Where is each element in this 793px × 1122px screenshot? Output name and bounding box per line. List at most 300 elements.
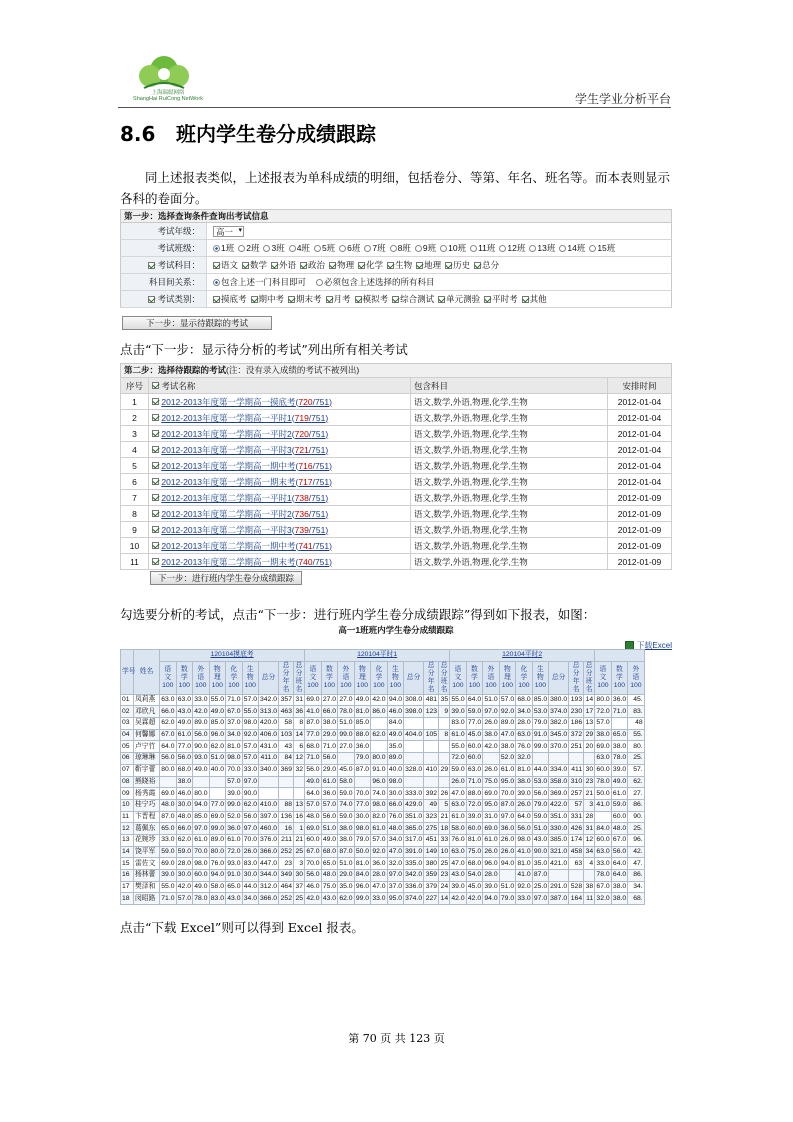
score-cell: 14	[294, 729, 305, 741]
exam-link[interactable]: 2012-2013年度第一学期高一平时2(720/751)	[161, 428, 329, 439]
score-cell: 56.0	[193, 729, 210, 741]
student-name: 杨林蕾	[134, 870, 160, 882]
score-cell: 29.0	[321, 764, 338, 776]
student-name: 靳宇蕾	[134, 764, 160, 776]
subject-option-checkbox[interactable]	[416, 262, 423, 269]
score-cell: 308.0	[404, 694, 424, 706]
score-cell: 66.0	[160, 706, 177, 718]
class-option-radio[interactable]	[529, 245, 536, 252]
student-row	[121, 834, 645, 846]
score-cell: 42.0	[450, 893, 467, 905]
student-name: 琼琳琳	[134, 753, 160, 765]
subject-column-header: 总分	[549, 661, 569, 694]
exam-link[interactable]: 2012-2013年度第二学期高一平时3(739/751)	[161, 524, 329, 535]
score-cell: 380.0	[549, 694, 569, 706]
score-cell: 49.0	[611, 776, 628, 788]
step1-header: 第一步：选择查询条件查询出考试信息	[120, 209, 672, 223]
score-cell: 54.0	[466, 870, 483, 882]
score-cell: 56.0	[611, 846, 628, 858]
score-cell: 65.0	[321, 858, 338, 870]
subject-column-header: 总分班名	[584, 661, 595, 694]
relation-all-radio[interactable]	[316, 279, 323, 286]
score-cell: 421.0	[549, 858, 569, 870]
score-cell	[424, 718, 439, 730]
exam-subjects: 语文,数学,外语,物理,化学,生物	[411, 538, 608, 554]
score-cell: 193	[569, 694, 584, 706]
exam-checkbox[interactable]	[152, 478, 159, 485]
student-row	[121, 811, 645, 823]
class-option-radio[interactable]	[440, 245, 447, 252]
score-cell: 41.0	[516, 846, 533, 858]
exam-subjects: 语文,数学,外语,物理,化学,生物	[411, 522, 608, 538]
score-cell: 56.0	[321, 753, 338, 765]
score-cell: 70.0	[305, 858, 322, 870]
student-name: 卞晋程	[134, 811, 160, 823]
exam-checkbox[interactable]	[152, 398, 159, 405]
score-cell: 70.0	[226, 764, 243, 776]
show-exams-button[interactable]: 下一步：显示待跟踪的考试	[122, 316, 272, 330]
score-cell: 72.0	[450, 753, 467, 765]
score-cell: 257	[569, 788, 584, 800]
score-cell: 38.0	[611, 881, 628, 893]
score-cell: 25	[294, 893, 305, 905]
exam-link[interactable]: 2012-2013年度第二学期高一期中考(741/751)	[161, 540, 332, 551]
exam-link[interactable]: 2012-2013年度第一学期高一平时1(719/751)	[161, 412, 329, 423]
score-cell: 56.0	[242, 811, 259, 823]
score-cell: 63.0	[160, 694, 177, 706]
header-divider	[118, 107, 671, 108]
exam-checkbox[interactable]	[152, 446, 159, 453]
score-cell: 38.0	[483, 729, 500, 741]
type-option-checkbox[interactable]	[326, 296, 333, 303]
score-cell: 55.0	[450, 741, 467, 753]
score-cell	[611, 718, 628, 730]
score-cell: 68.0	[176, 764, 193, 776]
score-cell: 35.0	[387, 741, 404, 753]
class-option-radio[interactable]	[364, 245, 371, 252]
score-cell: 8	[439, 729, 450, 741]
score-cell: 51.0	[483, 694, 500, 706]
score-cell: 94.0	[387, 694, 404, 706]
score-cell: 99.0	[354, 893, 371, 905]
score-cell: 96.0	[209, 729, 226, 741]
student-name: 雷佐文	[134, 858, 160, 870]
score-cell: 93.0	[193, 753, 210, 765]
exam-checkbox[interactable]	[152, 542, 159, 549]
exam-link[interactable]: 2012-2013年度第二学期高一平时1(738/751)	[161, 492, 329, 503]
score-cell: 420.0	[259, 718, 279, 730]
score-cell: 57.0	[321, 799, 338, 811]
type-all-checkbox[interactable]	[148, 296, 155, 303]
subject-option-checkbox[interactable]	[358, 262, 365, 269]
score-cell: 47.0	[371, 881, 388, 893]
subject-column-header: 外语100	[483, 661, 500, 694]
student-name: 饶平军	[134, 846, 160, 858]
score-cell: 27.	[628, 788, 645, 800]
score-cell: 68.0	[466, 858, 483, 870]
student-row	[121, 788, 645, 800]
score-cell: 35.0	[338, 881, 355, 893]
score-cell: 46.0	[305, 881, 322, 893]
student-id: 08	[121, 776, 134, 788]
score-cell: 49.0	[193, 881, 210, 893]
score-cell: 81.0	[354, 706, 371, 718]
type-option-checkbox[interactable]	[251, 296, 258, 303]
subject-column-header: 物理100	[499, 661, 516, 694]
class-option-label: 15班	[597, 243, 616, 253]
exam-checkbox[interactable]	[152, 494, 159, 501]
score-cell: 80.0	[209, 846, 226, 858]
score-cell: 36.0	[371, 858, 388, 870]
score-cell: 252	[279, 893, 294, 905]
score-cell: 41.0	[305, 706, 322, 718]
score-cell: 28.0	[371, 870, 388, 882]
score-cell: 460.0	[259, 823, 279, 835]
score-cell: 79.0	[499, 893, 516, 905]
exam-no: 4	[121, 442, 149, 458]
score-cell: 61.0	[176, 729, 193, 741]
score-cell	[294, 776, 305, 788]
exam-checkbox[interactable]	[152, 558, 159, 565]
score-cell: 17	[584, 706, 595, 718]
score-cell	[569, 870, 584, 882]
student-row	[121, 858, 645, 870]
score-cell: 63.0	[450, 799, 467, 811]
class-option-radio[interactable]	[314, 245, 321, 252]
score-cell: 12	[294, 753, 305, 765]
exam-link[interactable]: 2012-2013年度第一学期高一平时3(721/751)	[161, 444, 329, 455]
score-cell: 65.0	[226, 881, 243, 893]
score-cell: 92.0	[499, 706, 516, 718]
score-cell: 62.0	[371, 729, 388, 741]
class-option-radio[interactable]	[238, 245, 245, 252]
score-cell: 91.0	[532, 729, 549, 741]
score-cell: 78.0	[193, 893, 210, 905]
subject-option-checkbox[interactable]	[213, 262, 220, 269]
type-option-checkbox[interactable]	[355, 296, 362, 303]
score-cell: 55.	[628, 729, 645, 741]
exam-no: 6	[121, 474, 149, 490]
instruction-step2: 点击“下一步：显示待分析的考试”列出所有相关考试	[120, 342, 408, 357]
score-cell: 42.0	[483, 741, 500, 753]
score-cell: 92.0	[371, 846, 388, 858]
grade-select[interactable]: 高一 ▾	[213, 226, 244, 237]
score-cell: 58.0	[450, 823, 467, 835]
score-cell: 404.0	[404, 729, 424, 741]
score-cell: 349	[279, 870, 294, 882]
student-row	[121, 764, 645, 776]
type-option-checkbox[interactable]	[288, 296, 295, 303]
score-cell: 528	[569, 881, 584, 893]
exam-checkbox[interactable]	[152, 526, 159, 533]
score-cell: 36	[294, 706, 305, 718]
score-cell: 26.0	[516, 799, 533, 811]
score-cell: 21	[439, 811, 450, 823]
score-cell: 90.0	[193, 741, 210, 753]
class-option-radio[interactable]	[415, 245, 422, 252]
exam-row	[121, 394, 672, 410]
score-cell: 33.0	[595, 858, 612, 870]
score-cell: 96.0	[371, 776, 388, 788]
score-cell: 63.0	[466, 764, 483, 776]
exam-link[interactable]: 2012-2013年度第二学期高一期末考(740/751)	[161, 556, 332, 567]
score-cell: 40.0	[209, 764, 226, 776]
exam-link[interactable]: 2012-2013年度第二学期高一平时2(736/751)	[161, 508, 329, 519]
exam-no: 1	[121, 394, 149, 410]
score-cell: 103	[279, 729, 294, 741]
score-cell: 39.0	[516, 788, 533, 800]
type-option-checkbox[interactable]	[392, 296, 399, 303]
score-cell: 56.0	[532, 788, 549, 800]
subject-option-checkbox[interactable]	[242, 262, 249, 269]
score-cell: 47.0	[387, 846, 404, 858]
type-option-checkbox[interactable]	[484, 296, 491, 303]
exam-checkbox[interactable]	[152, 510, 159, 517]
exam-subjects: 语文,数学,外语,物理,化学,生物	[411, 474, 608, 490]
score-cell: 35.0	[532, 858, 549, 870]
score-cell: 42.0	[176, 881, 193, 893]
score-cell: 463	[279, 706, 294, 718]
score-cell: 39.0	[450, 881, 467, 893]
type-option-checkbox[interactable]	[522, 296, 529, 303]
subject-option-checkbox[interactable]	[300, 262, 307, 269]
score-cell: 374.0	[404, 893, 424, 905]
score-cell: 43.0	[321, 893, 338, 905]
score-cell: 45.0	[338, 764, 355, 776]
score-cell: 344.0	[259, 870, 279, 882]
score-cell: 431.0	[259, 741, 279, 753]
score-cell: 31	[294, 694, 305, 706]
score-cell: 89.0	[387, 753, 404, 765]
score-cell: 84.0	[387, 718, 404, 730]
score-cell: 13	[584, 718, 595, 730]
score-cell: 78.0	[595, 776, 612, 788]
exam-no: 8	[121, 506, 149, 522]
class-label: 考试班级：	[121, 240, 207, 256]
exam-checkbox[interactable]	[152, 462, 159, 469]
score-cell: 387.0	[549, 893, 569, 905]
select-all-checkbox[interactable]	[152, 382, 159, 389]
score-cell: 97.0	[242, 823, 259, 835]
exam-checkbox[interactable]	[152, 430, 159, 437]
score-cell: 64.0	[611, 870, 628, 882]
score-cell: 447.0	[259, 858, 279, 870]
score-cell: 410	[424, 764, 439, 776]
score-cell: 410.0	[259, 799, 279, 811]
score-cell	[294, 788, 305, 800]
score-cell: 39.0	[160, 870, 177, 882]
score-cell: 67.0	[160, 729, 177, 741]
relation-any-radio[interactable]	[213, 279, 220, 286]
score-cell: 59.0	[532, 811, 549, 823]
score-cell: 342.0	[404, 870, 424, 882]
subject-option-checkbox[interactable]	[387, 262, 394, 269]
score-cell: 49.0	[176, 718, 193, 730]
exam-date: 2012-01-04	[608, 442, 672, 458]
score-cell	[439, 718, 450, 730]
exam-date: 2012-01-09	[608, 554, 672, 570]
student-id: 13	[121, 834, 134, 846]
score-cell: 46.0	[387, 706, 404, 718]
subject-option-checkbox[interactable]	[271, 262, 278, 269]
score-cell: 69.0	[160, 788, 177, 800]
score-cell: 105	[424, 729, 439, 741]
score-cell: 60.0	[466, 753, 483, 765]
score-cell: 96.0	[354, 881, 371, 893]
subject-column-header: 总分班名	[294, 661, 305, 694]
score-cell: 79.0	[532, 718, 549, 730]
class-option-radio[interactable]	[559, 245, 566, 252]
score-cell: 29	[584, 729, 595, 741]
score-cell: 25	[294, 846, 305, 858]
class-option-radio[interactable]	[390, 245, 397, 252]
score-cell: 481	[424, 694, 439, 706]
type-option-label: 摸底考	[221, 294, 247, 304]
exam-subjects: 语文,数学,外语,物理,化学,生物	[411, 442, 608, 458]
student-name: 熊晓裕	[134, 776, 160, 788]
subject-column-header: 语文100	[160, 661, 177, 694]
exam-date: 2012-01-04	[608, 458, 672, 474]
score-cell: 29	[439, 764, 450, 776]
score-cell: 40.0	[387, 764, 404, 776]
score-cell: 98.0	[354, 823, 371, 835]
score-cell: 38.0	[321, 718, 338, 730]
exam-group-header[interactable]: 120104摸底考	[160, 650, 305, 662]
relation-any-label: 包含上述一门科目即可	[221, 277, 307, 287]
score-cell	[439, 776, 450, 788]
score-cell: 68.0	[516, 694, 533, 706]
run-tracking-button[interactable]: 下一步：进行班内学生卷分成绩跟踪	[150, 571, 302, 585]
subject-column-header: 语文100	[305, 661, 322, 694]
exam-subjects: 语文,数学,外语,物理,化学,生物	[411, 554, 608, 570]
score-cell	[439, 741, 450, 753]
type-option-checkbox[interactable]	[438, 296, 445, 303]
exam-row	[121, 458, 672, 474]
exam-row	[121, 554, 672, 570]
exam-link[interactable]: 2012-2013年度第一学期高一期中考(716/751)	[161, 460, 332, 471]
score-cell: 60.0	[305, 834, 322, 846]
score-cell: 29.0	[321, 729, 338, 741]
score-cell: 60.0	[466, 741, 483, 753]
score-cell: 61.0	[193, 834, 210, 846]
exam-no: 7	[121, 490, 149, 506]
score-cell: 56.0	[305, 870, 322, 882]
exam-no: 11	[121, 554, 149, 570]
score-cell: 357	[279, 694, 294, 706]
class-option-radio[interactable]	[263, 245, 270, 252]
report-table	[120, 649, 645, 905]
score-cell: 372	[569, 729, 584, 741]
class-option-label: 5班	[321, 243, 336, 253]
score-cell: 56.0	[321, 811, 338, 823]
score-cell: 50.0	[595, 788, 612, 800]
subject-option-checkbox[interactable]	[329, 262, 336, 269]
subject-option-label: 历史	[453, 260, 471, 270]
score-cell: 3	[584, 799, 595, 811]
score-cell: 64.0	[160, 741, 177, 753]
class-option-label: 1班	[221, 243, 235, 253]
score-cell: 30.0	[176, 870, 193, 882]
instruction-step3: 勾选要分析的考试，点击“下一步：进行班内学生卷分成绩跟踪”得到如下报表，如图：	[120, 607, 596, 622]
score-cell: 23	[439, 870, 450, 882]
score-cell: 62.0	[160, 718, 177, 730]
exam-group-header[interactable]: 120104平时1	[305, 650, 450, 662]
subject-column-header: 物理100	[354, 661, 371, 694]
score-cell: 50.0	[354, 846, 371, 858]
score-cell: 174	[569, 834, 584, 846]
score-cell: 96.	[628, 834, 645, 846]
class-option-radio[interactable]	[339, 245, 346, 252]
student-id: 02	[121, 706, 134, 718]
score-cell: 32.0	[595, 893, 612, 905]
score-cell: 34.0	[242, 893, 259, 905]
score-cell: 47.	[628, 858, 645, 870]
class-option-radio[interactable]	[499, 245, 506, 252]
student-name: 卢宁竹	[134, 741, 160, 753]
score-cell: 411	[569, 764, 584, 776]
exam-group-header[interactable]: 120104平时2	[450, 650, 595, 662]
subject-option-checkbox[interactable]	[474, 262, 481, 269]
score-cell: 27.0	[321, 694, 338, 706]
exam-link[interactable]: 2012-2013年度第一学期高一摸底考(720/751)	[161, 396, 332, 407]
student-id: 11	[121, 811, 134, 823]
score-cell: 51.0	[338, 718, 355, 730]
subject-column-header: 化学100	[371, 661, 388, 694]
class-option-label: 11班	[478, 243, 496, 253]
class-option-radio[interactable]	[589, 245, 596, 252]
class-option-radio[interactable]	[289, 245, 296, 252]
score-cell: 75.0	[483, 776, 500, 788]
score-cell: 379	[424, 881, 439, 893]
score-cell: 25.0	[532, 881, 549, 893]
exam-list	[120, 363, 672, 585]
exam-link[interactable]: 2012-2013年度第一学期高一期末考(717/751)	[161, 476, 332, 487]
score-cell: 65.0	[611, 729, 628, 741]
score-cell: 38.0	[338, 823, 355, 835]
exam-checkbox[interactable]	[152, 414, 159, 421]
student-id: 16	[121, 870, 134, 882]
type-option-checkbox[interactable]	[213, 296, 220, 303]
score-cell: 90.0	[532, 846, 549, 858]
score-cell: 99.0	[338, 729, 355, 741]
exam-row	[121, 410, 672, 426]
download-excel-link[interactable]: 下载Excel	[625, 640, 672, 651]
col-no: 序号	[121, 378, 149, 394]
subject-all-checkbox[interactable]	[148, 262, 155, 269]
type-option-label: 期末考	[296, 294, 322, 304]
class-option-label: 12班	[507, 243, 526, 253]
score-cell: 26.0	[450, 776, 467, 788]
class-option-radio[interactable]	[470, 245, 477, 252]
score-cell: 14	[584, 694, 595, 706]
report-title: 高一1班班内学生卷分成绩跟踪	[338, 625, 454, 635]
score-cell: 57.0	[305, 799, 322, 811]
score-cell: 63.0	[516, 729, 533, 741]
subject-option-checkbox[interactable]	[445, 262, 452, 269]
score-cell: 51.0	[338, 858, 355, 870]
score-cell: 86.	[628, 870, 645, 882]
score-cell	[404, 753, 424, 765]
subject-option-label: 物理	[337, 260, 355, 270]
score-cell: 69.0	[483, 788, 500, 800]
score-cell: 369	[279, 764, 294, 776]
score-cell: 230	[569, 706, 584, 718]
exam-row	[121, 474, 672, 490]
exam-subjects: 语文,数学,外语,物理,化学,生物	[411, 506, 608, 522]
score-cell: 81.0	[516, 858, 533, 870]
score-cell: 28.0	[483, 870, 500, 882]
class-option-radio[interactable]	[213, 245, 220, 252]
